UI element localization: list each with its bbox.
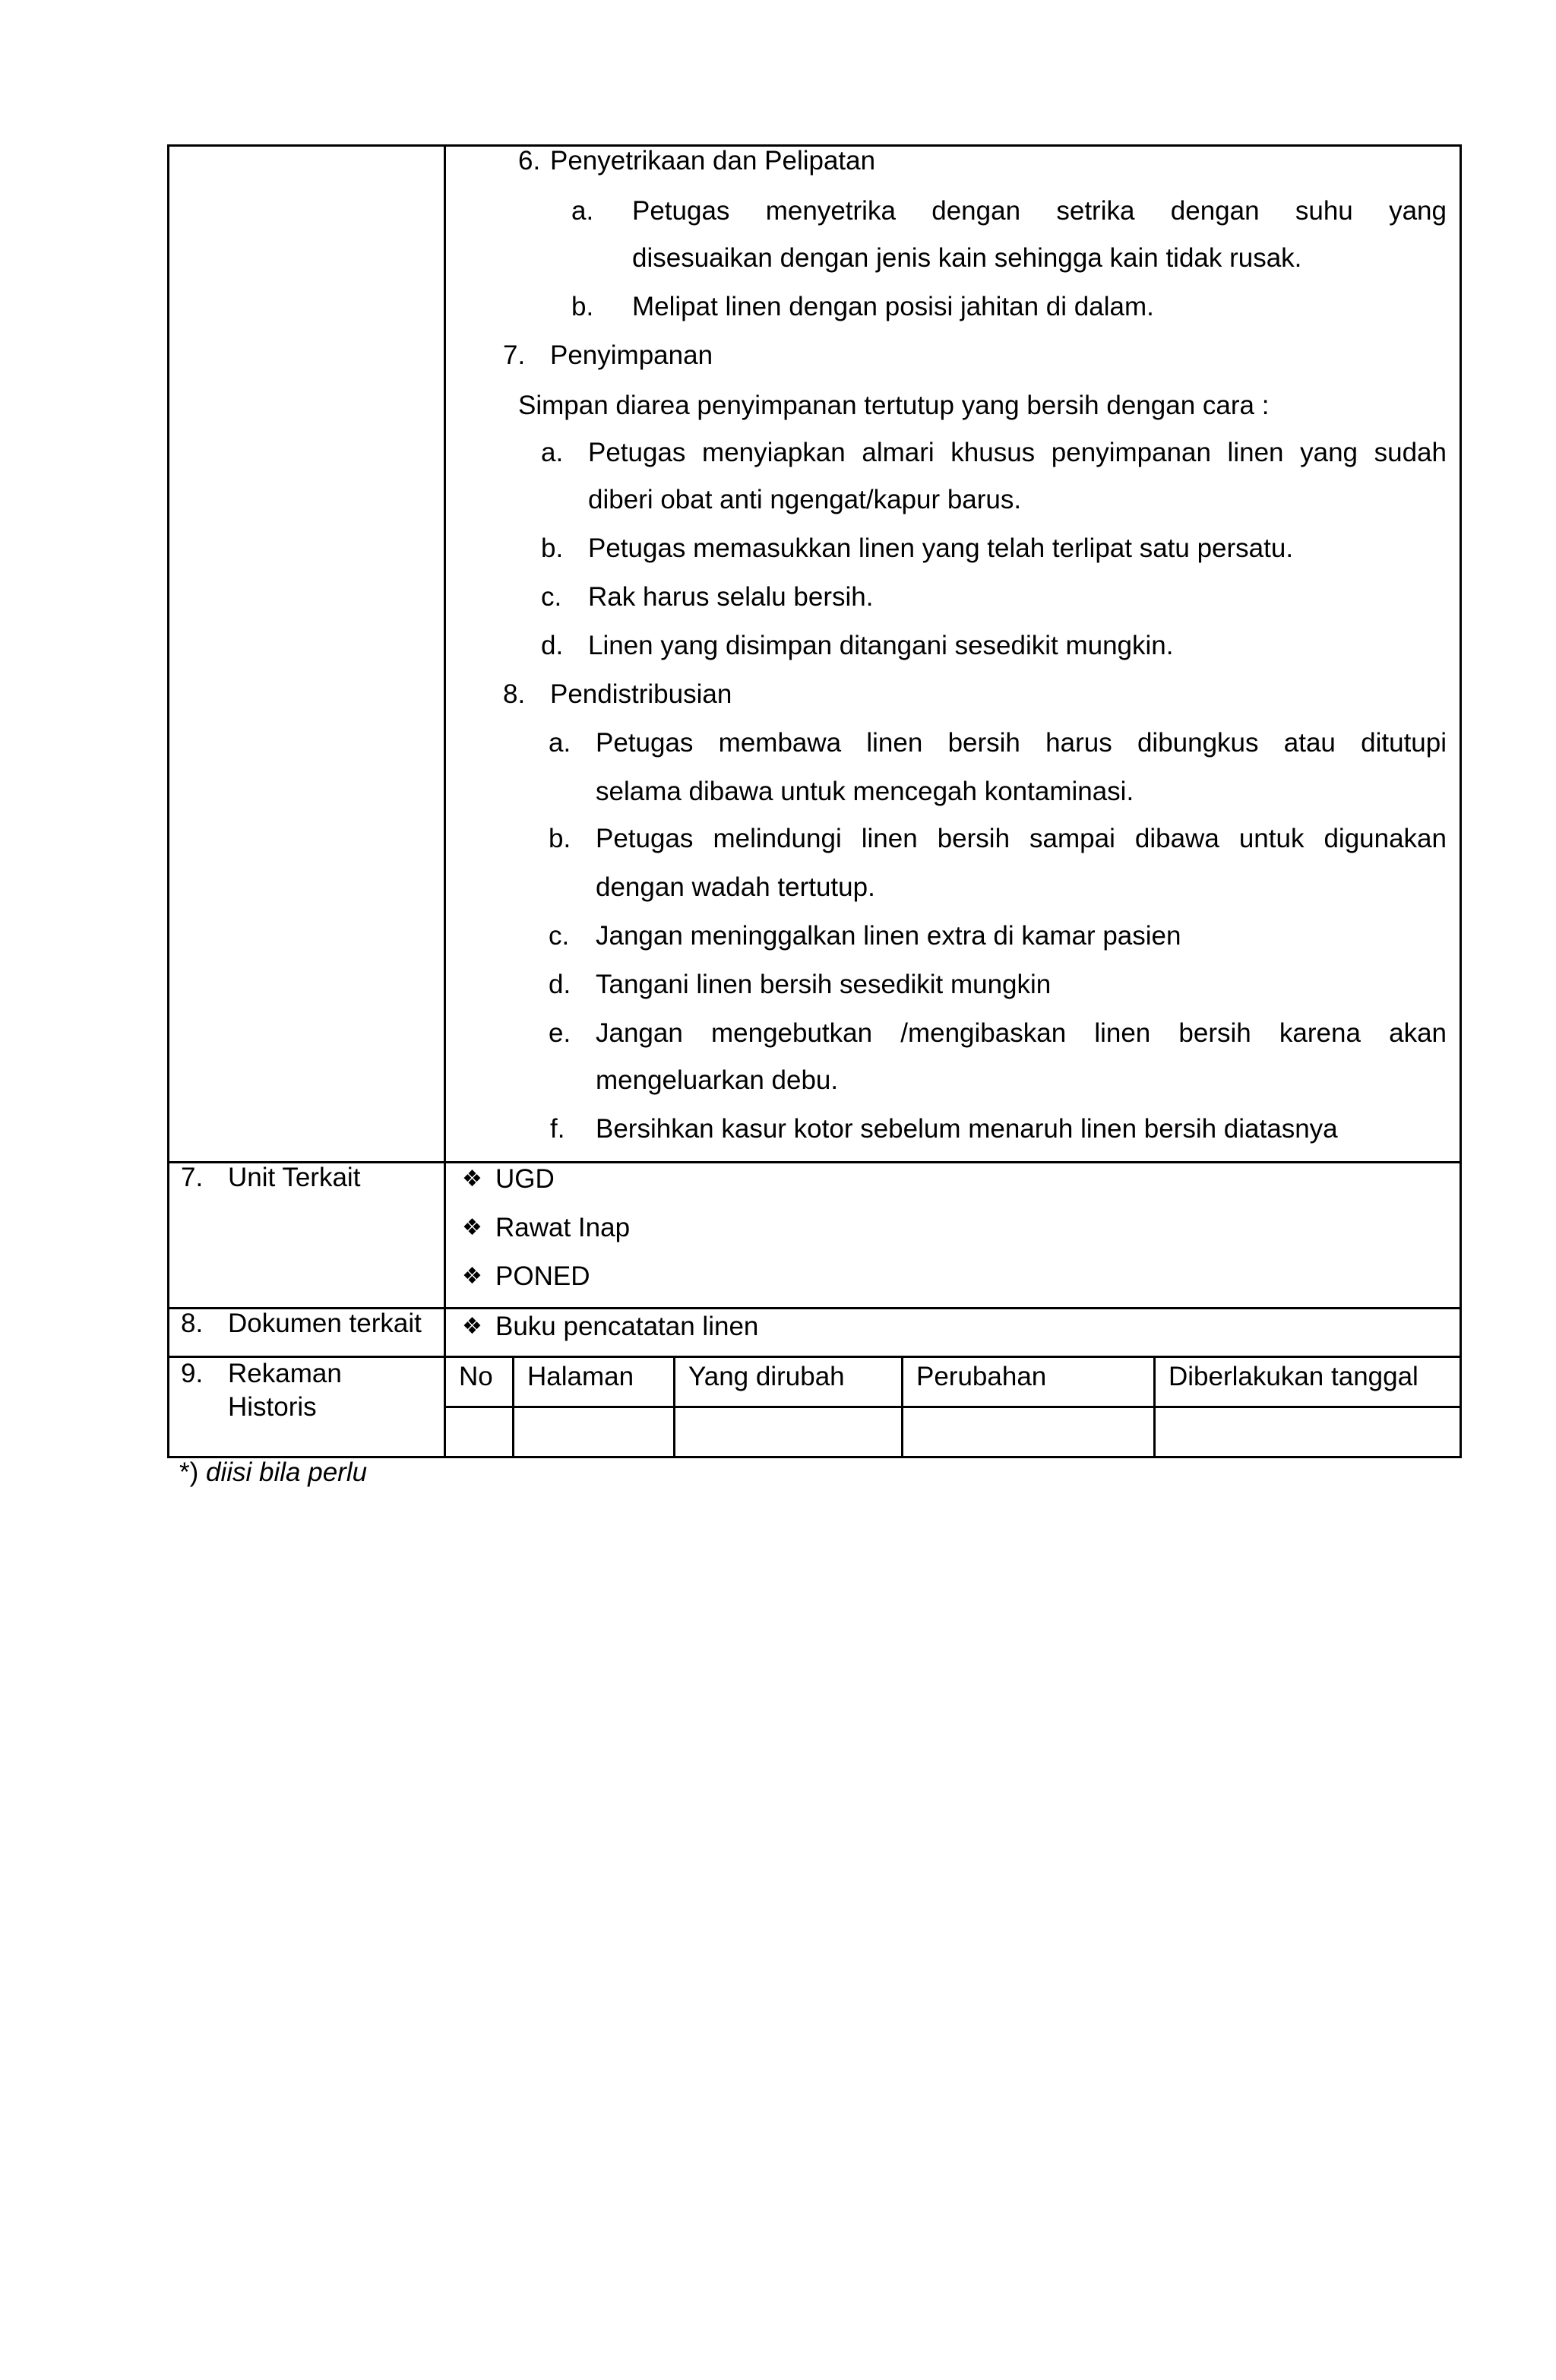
dokumen-item: Buku pencatatan linen xyxy=(495,1312,759,1341)
s8-c-label: c. xyxy=(549,921,570,951)
history-col-divider-2 xyxy=(673,1356,675,1458)
column-divider xyxy=(444,144,446,1458)
row-divider-rekaman-historis xyxy=(167,1356,1462,1358)
diamond-bullet-icon: ❖ xyxy=(462,1214,482,1241)
unit-item-rawat-inap: Rawat Inap xyxy=(495,1213,631,1242)
section-6-number: 6. xyxy=(518,146,541,176)
s8-c-text: Jangan meninggalkan linen extra di kamar pasien xyxy=(596,921,1181,951)
section-8-number: 8. xyxy=(503,679,526,709)
s8-f-text: Bersihkan kasur kotor sebelum menaruh linen bersih diatasnya xyxy=(596,1114,1338,1144)
s8-a-line2: selama dibawa untuk mencegah kontaminasi. xyxy=(596,777,1134,806)
s7-a-label: a. xyxy=(541,438,564,467)
row-divider-unit-terkait xyxy=(167,1161,1462,1163)
history-col-divider-4 xyxy=(1153,1356,1156,1458)
s6-a-line1: Petugas menyetrika dengan setrika dengan suhu yang xyxy=(632,196,1447,226)
s7-c-text: Rak harus selalu bersih. xyxy=(588,582,874,612)
s7-d-label: d. xyxy=(541,631,564,660)
s8-b-line1: Petugas melindungi linen bersih sampai dibawa untuk digunakan xyxy=(596,824,1447,853)
dokumen-terkait-number: 8. xyxy=(181,1309,204,1338)
s8-b-label: b. xyxy=(549,824,571,853)
history-col-divider-3 xyxy=(901,1356,903,1458)
dokumen-terkait-label: Dokumen terkait xyxy=(228,1309,422,1338)
rekaman-historis-label-line1: Rekaman xyxy=(228,1359,342,1388)
s8-b-line2: dengan wadah tertutup. xyxy=(596,872,875,902)
section-7-title: Penyimpanan xyxy=(550,340,713,370)
s8-d-label: d. xyxy=(549,970,571,999)
footnote-marker: *) xyxy=(179,1457,199,1487)
s7-b-text: Petugas memasukkan linen yang telah terlipat satu persatu. xyxy=(588,533,1294,563)
s6-a-label: a. xyxy=(571,196,594,226)
section-6-title: Penyetrikaan dan Pelipatan xyxy=(550,146,876,176)
diamond-bullet-icon: ❖ xyxy=(462,1313,482,1340)
s8-e-line1: Jangan mengebutkan /mengibaskan linen bersih karena akan xyxy=(596,1018,1447,1048)
section-8-title: Pendistribusian xyxy=(550,679,732,709)
table-border-right xyxy=(1460,144,1462,1458)
diamond-bullet-icon: ❖ xyxy=(462,1263,482,1290)
s8-a-label: a. xyxy=(549,728,571,758)
s6-a-line2: disesuaikan dengan jenis kain sehingga kain tidak rusak. xyxy=(632,243,1302,273)
s8-a-line1: Petugas membawa linen bersih harus dibungkus atau ditutupi xyxy=(596,728,1447,758)
footnote xyxy=(179,1457,367,1488)
section-7-intro: Simpan diarea penyimpanan tertutup yang bersih dengan cara : xyxy=(518,391,1270,420)
rekaman-historis-number: 9. xyxy=(181,1359,204,1388)
unit-item-ugd: UGD xyxy=(495,1164,555,1194)
unit-terkait-label: Unit Terkait xyxy=(228,1163,361,1192)
unit-item-poned: PONED xyxy=(495,1261,590,1291)
s8-e-label: e. xyxy=(549,1018,571,1048)
history-header-perubahan: Perubahan xyxy=(916,1362,1047,1391)
unit-terkait-number: 7. xyxy=(181,1163,204,1192)
s6-b-text: Melipat linen dengan posisi jahitan di dalam. xyxy=(632,292,1154,321)
history-header-no: No xyxy=(459,1362,493,1391)
rekaman-historis-label-line2: Historis xyxy=(228,1392,317,1422)
s6-b-label: b. xyxy=(571,292,594,321)
history-header-diberlakukan-tanggal: Diberlakukan tanggal xyxy=(1169,1362,1418,1391)
footnote-text: diisi bila perlu xyxy=(206,1457,368,1487)
history-header-divider xyxy=(444,1406,1462,1408)
s7-d-text: Linen yang disimpan ditangani sesedikit mungkin. xyxy=(588,631,1174,660)
s7-c-label: c. xyxy=(541,582,562,612)
s8-f-label: f. xyxy=(550,1114,565,1144)
s7-b-label: b. xyxy=(541,533,564,563)
diamond-bullet-icon: ❖ xyxy=(462,1166,482,1192)
s8-e-line2: mengeluarkan debu. xyxy=(596,1065,839,1095)
s7-a-line2: diberi obat anti ngengat/kapur barus. xyxy=(588,485,1022,514)
history-col-divider-1 xyxy=(512,1356,514,1458)
s8-d-text: Tangani linen bersih sesedikit mungkin xyxy=(596,970,1052,999)
section-7-number: 7. xyxy=(503,340,526,370)
history-header-halaman: Halaman xyxy=(527,1362,634,1391)
history-header-yang-dirubah: Yang dirubah xyxy=(688,1362,845,1391)
s7-a-line1: Petugas menyiapkan almari khusus penyimpanan linen yang sudah xyxy=(588,438,1447,467)
table-border-left xyxy=(167,144,169,1458)
